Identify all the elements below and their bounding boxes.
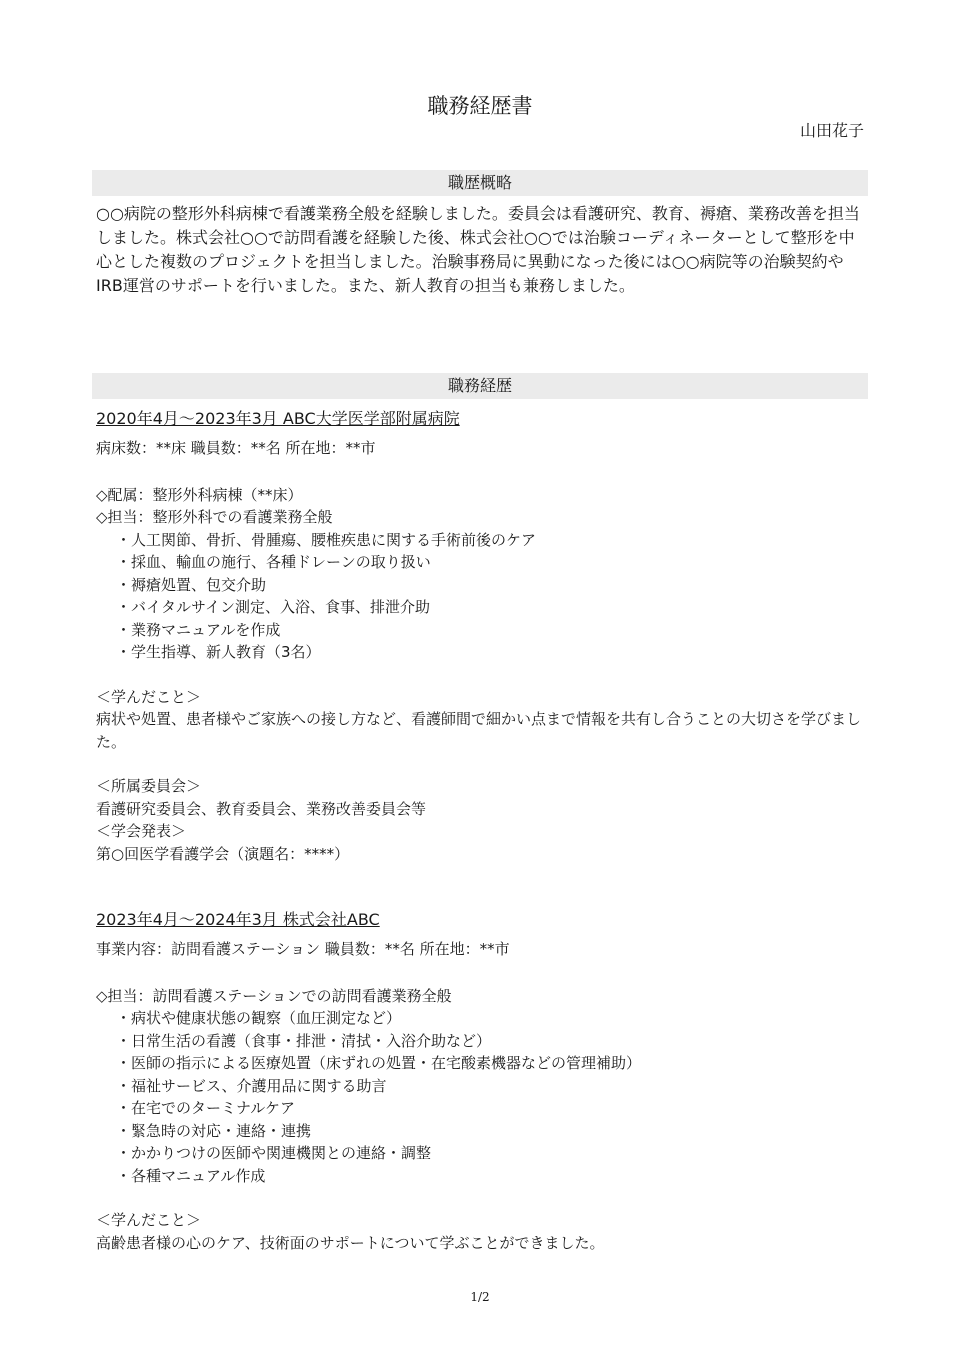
job-1 <box>96 407 868 865</box>
job-1-duty: ◇担当：整形外科での看護業務全般 <box>96 508 333 526</box>
list-item: ・かかりつけの医師や関連機関との連絡・調整 <box>116 1144 432 1162</box>
job-1-learned-text: 病状や処置、患者様やご家族への接し方など、看護師間で細かい点まで情報を共有し合うことの大切さを学びました。 <box>96 710 862 751</box>
job-2-title: 2023年4月～2024年3月 株式会社ABC <box>96 910 380 929</box>
job-1-learned-heading: ＜学んだこと＞ <box>96 687 202 706</box>
summary-text: ○○病院の整形外科病棟で看護業務全般を経験しました。委員会は看護研究、教育、褥瘡、業務改善を担当しました。株式会社○○で訪問看護を経験した後、株式会社○○では治験コーディネーターとして整形を中心とした複数のプロジェクトを担当しました。治験事務局に異動になった後には○○病院等の治験契約やIRB運営のサポートを行いました。また、新人教育の担当も兼務しました。 <box>96 204 860 295</box>
job-2-duty: ◇担当：訪問看護ステーションでの訪問看護業務全般 <box>96 986 452 1005</box>
document-title: 職務経歴書 <box>427 94 533 118</box>
list-item: ・学生指導、新人教育（3名） <box>116 643 321 661</box>
list-item: ・バイタルサイン測定、入浴、食事、排泄介助 <box>116 598 430 616</box>
list-item: ・医師の指示による医療処置（床ずれの処置・在宅酸素機器などの管理補助） <box>116 1054 642 1072</box>
job-2-learned-heading: ＜学んだこと＞ <box>96 1211 202 1229</box>
list-item: ・業務マニュアルを作成 <box>116 620 281 639</box>
history-heading: 職務経歴 <box>92 373 868 399</box>
job-2-learned-text: 高齢患者様の心のケア、技術面のサポートについて学ぶことができました。 <box>96 1233 605 1252</box>
list-item: ・各種マニュアル作成 <box>116 1166 266 1185</box>
job-2 <box>96 908 868 1254</box>
author-name: 山田花子 <box>799 121 864 140</box>
list-item: ・日常生活の看護（食事・排泄・清拭・入浴介助など） <box>116 1031 492 1050</box>
list-item: ・採血、輸血の施行、各種ドレーンの取り扱い <box>116 553 431 571</box>
job-1-committee-heading: ＜所属委員会＞ <box>96 777 202 795</box>
summary-heading: 職歴概略 <box>92 170 868 196</box>
job-1-presentation-text: 第○回医学看護学会（演題名：****） <box>96 844 350 863</box>
list-item: ・緊急時の対応・連絡・連携 <box>116 1121 312 1140</box>
list-item: ・福祉サービス、介護用品に関する助言 <box>116 1076 387 1095</box>
page-number: 1/2 <box>470 1290 490 1304</box>
list-item: ・病状や健康状態の観察（血圧測定など） <box>116 1009 402 1027</box>
job-1-title: 2020年4月～2023年3月 ABC大学医学部附属病院 <box>96 409 460 428</box>
job-1-committee-text: 看護研究委員会、教育委員会、業務改善委員会等 <box>96 799 427 818</box>
job-1-dept: ◇配属：整形外科病棟（**床） <box>96 485 303 504</box>
list-item: ・人工関節、骨折、骨腫瘍、腰椎疾患に関する手術前後のケア <box>116 530 537 549</box>
job-2-info: 事業内容：訪問看護ステーション 職員数：**名 所在地：**市 <box>96 940 510 958</box>
list-item: ・褥瘡処置、包交介助 <box>116 575 267 594</box>
list-item: ・在宅でのターミナルケア <box>116 1099 295 1117</box>
job-1-presentation-heading: ＜学会発表＞ <box>96 822 187 840</box>
job-1-info: 病床数：**床 職員数：**名 所在地：**市 <box>96 439 376 457</box>
